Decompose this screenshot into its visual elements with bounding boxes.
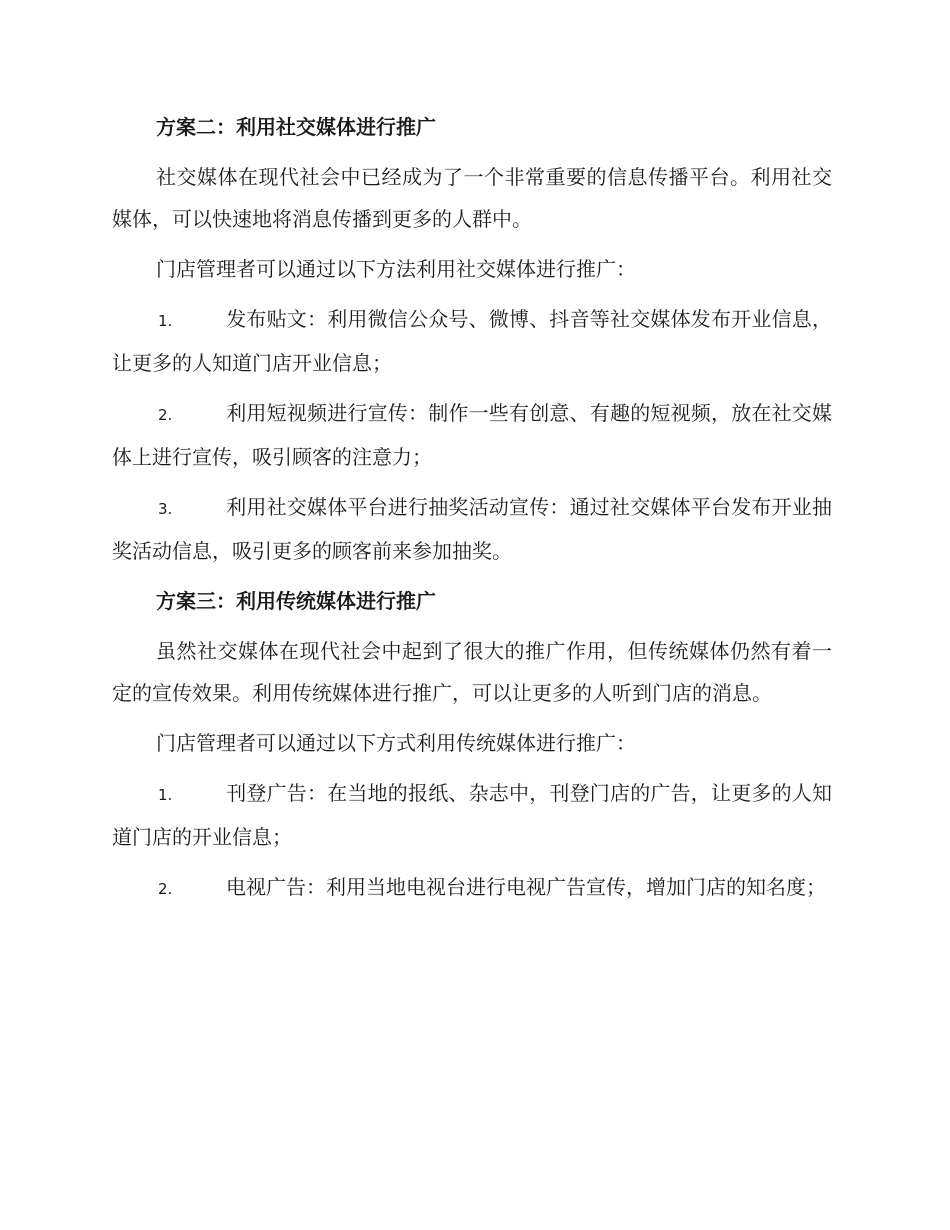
list-item-number: 1. [158,312,173,330]
list-item [112,392,832,478]
paragraph: 社交媒体在现代社会中已经成为了一个非常重要的信息传播平台。利用社交媒体，可以快速地将消息传播到更多的人群中。 [112,165,832,231]
list-item [112,772,832,858]
list-item-text: 刊登广告：在当地的报纸、杂志中，刊登门店的广告，让更多的人知道门店的开业信息； [112,781,832,849]
list-item-text: 发布贴文：利用微信公众号、微博、抖音等社交媒体发布开业信息，让更多的人知道门店开业信息； [112,307,832,375]
section-heading-2: 方案二：利用社交媒体进行推广 [156,115,436,139]
list-item [112,298,832,384]
paragraph: 门店管理者可以通过以下方法利用社交媒体进行推广： [156,257,636,281]
paragraph: 门店管理者可以通过以下方式利用传统媒体进行推广： [156,731,636,755]
list-item-number: 2. [158,406,173,424]
document-body [112,106,832,918]
list-item-text: 电视广告：利用当地电视台进行电视广告宣传，增加门店的知名度； [226,875,826,899]
list-item-number: 2. [158,880,173,898]
list-item [112,486,832,572]
section-heading-3: 方案三：利用传统媒体进行推广 [156,589,436,613]
paragraph: 虽然社交媒体在现代社会中起到了很大的推广作用，但传统媒体仍然有着一定的宣传效果。利用传统媒体进行推广，可以让更多的人听到门店的消息。 [112,639,832,705]
list-item-text: 利用社交媒体平台进行抽奖活动宣传：通过社交媒体平台发布开业抽奖活动信息，吸引更多的顾客前来参加抽奖。 [112,495,832,563]
list-item-text: 利用短视频进行宣传：制作一些有创意、有趣的短视频，放在社交媒体上进行宣传，吸引顾客的注意力； [112,401,832,469]
list-item-number: 3. [158,500,173,518]
list-item-number: 1. [158,786,173,804]
list-item [112,866,832,910]
